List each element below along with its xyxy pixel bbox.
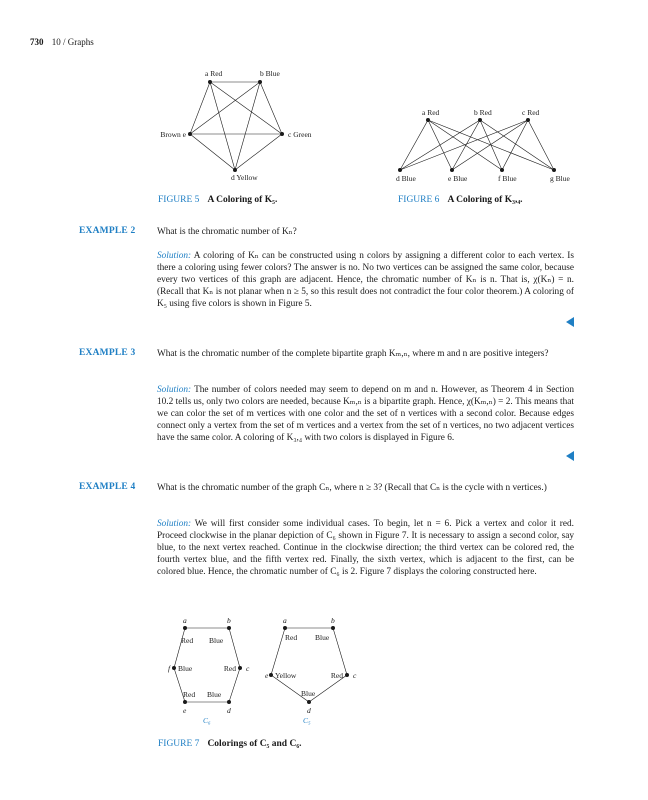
figure5-graph [150, 68, 330, 190]
figure7-c6-name-d: d [227, 706, 231, 715]
figure7-c6-vertex-b [227, 626, 231, 630]
example4-label: EXAMPLE 4 [79, 482, 136, 492]
figure6-vertex-g [552, 168, 556, 172]
figure7-c5-name-e: e [265, 671, 269, 680]
example3-end-marker [566, 451, 574, 461]
figure7-c6-color-b: Blue [209, 636, 224, 645]
figure7-c5-color-d: Blue [301, 689, 316, 698]
example4-question: What is the chromatic number of the graph Cₙ, where n ≥ 3? (Recall that Cₙ is the cycle with n vertices.) [157, 483, 547, 493]
figure7-c5-vertex-a [283, 626, 287, 630]
figure7-c5-vertex-c [345, 673, 349, 677]
figure6-label-f: f Blue [498, 174, 517, 183]
example4-solution-label: Solution: [157, 519, 192, 529]
figure6-caption-label: FIGURE 6 [398, 195, 440, 205]
figure5-vertex-a [208, 80, 212, 84]
figure7-c6-color-c: Red [223, 664, 236, 673]
figure5-vertex-e [188, 132, 192, 136]
figure7-caption-title: Colorings of C₅ and C₆. [207, 739, 302, 749]
example3-question: What is the chromatic number of the complete bipartite graph Kₘ,ₙ, where m and n are positive integers? [157, 349, 549, 359]
figure7-c6-title: C₆ [203, 716, 211, 725]
figure5-label-c: c Green [288, 130, 312, 139]
example3-solution-label: Solution: [157, 385, 192, 395]
figure6-vertex-e [450, 168, 454, 172]
figure7-c5-name-b: b [331, 616, 335, 625]
figure6-graph [390, 108, 580, 190]
running-header [30, 37, 94, 47]
figure7-c6-vertex-a [183, 626, 187, 630]
example4-solution-text: We will first consider some individual cases. To begin, let n = 6. Pick a vertex and color it red. Proceed clockwise in the planar depiction of C₆ shown in Figure 7. It is necessary to assign a second color, say blue, to the next vertex reached. Continue in the clockwise direction; the third vertex can be colored red, the fourth vertex blue, and the fifth vertex red. Finally, the sixth vertex, which is adjacent to the first, can be colored blue. Hence, the chromatic number of C₆ is 2. Figure 7 displays the coloring constructed here. [157, 519, 575, 577]
figure7-c6-vertex-d [227, 700, 231, 704]
example3-solution-text: The number of colors needed may seem to depend on m and n. However, as Theorem 4 in Section 10.2 tells us, only two colors are needed, because Kₘ,ₙ is a bipartite graph. Hence, χ(Kₘ,ₙ) = 2. This means that we can color the set of m vertices with one color and the set of n vertices with a second color. Because edges connect only a vertex from the set of m vertices and a vertex from the set of n vertices, no two adjacent vertices have the same color. A coloring of K₃,₄ with two colors is displayed in Figure 6. [157, 385, 575, 443]
figure7-c6-vertex-c [238, 666, 242, 670]
figure6-vertex-c [526, 118, 530, 122]
example3-label: EXAMPLE 3 [79, 348, 136, 358]
figure7-c5-name-c: c [353, 671, 357, 680]
figure6-label-c: c Red [522, 108, 540, 117]
figure7-c5-color-e: Yellow [275, 671, 297, 680]
figure6-vertex-f [500, 168, 504, 172]
figure6-caption-title: A Coloring of K₃,₄. [447, 195, 523, 205]
figure6-vertex-b [478, 118, 482, 122]
figure6-edges [400, 120, 554, 170]
figure7-c6-name-b: b [227, 616, 231, 625]
figure5-caption [158, 195, 277, 205]
example4-solution [157, 518, 574, 578]
figure5-vertex-c [280, 132, 284, 136]
figure5-vertex-b [258, 80, 262, 84]
example3-solution [157, 384, 574, 444]
figure7-caption-label: FIGURE 7 [158, 739, 200, 749]
figure7-c6-color-f: Blue [178, 664, 193, 673]
figure5-caption-label: FIGURE 5 [158, 195, 200, 205]
figure6-label-b: b Red [474, 108, 492, 117]
figure7-c6-name-c: c [246, 664, 250, 673]
figure5-label-a: a Red [205, 69, 223, 78]
figure7-c5-color-a: Red [285, 633, 298, 642]
figure5-vertex-d [233, 168, 237, 172]
figure6-label-d: d Blue [396, 174, 416, 183]
figure5-label-e: Brown e [160, 130, 186, 139]
figure7-c6-name-a: a [183, 616, 187, 625]
figure7-c5-vertex-e [269, 673, 273, 677]
figure6-label-e: e Blue [448, 174, 468, 183]
figure6-label-a: a Red [422, 108, 440, 117]
page-number: 730 [30, 37, 44, 47]
figure7-c5-color-b: Blue [315, 633, 330, 642]
figure7-c5-title: C₅ [303, 716, 311, 725]
figure7-c5-vertex-b [331, 626, 335, 630]
figure5-label-d: d Yellow [231, 173, 258, 182]
figure7-c5-name-a: a [283, 616, 287, 625]
figure7-c6-name-f: f [168, 664, 171, 673]
figure7-c6-vertex-e [183, 700, 187, 704]
figure7-c6-color-a: Red [181, 636, 194, 645]
figure7-c6-vertex-f [172, 666, 176, 670]
figure6-vertex-d [398, 168, 402, 172]
figure6-label-g: g Blue [550, 174, 570, 183]
figure7-caption [158, 739, 302, 749]
example2-end-marker [566, 317, 574, 327]
figure7-c6-color-e: Red [183, 690, 196, 699]
figure6-vertex-a [426, 118, 430, 122]
figure6-caption [398, 195, 523, 205]
figure5-caption-title: A Coloring of K₅. [207, 195, 278, 205]
figure7-c6-color-d: Blue [207, 690, 222, 699]
figure7-c6-name-e: e [183, 706, 187, 715]
figure7-c5-vertex-d [307, 700, 311, 704]
figure7-c5-color-c: Red [330, 671, 343, 680]
figure5-edges [190, 82, 282, 170]
example2-solution [157, 250, 574, 310]
example2-solution-text: A coloring of Kₙ can be constructed using n colors by assigning a different color to each vertex. Is there a coloring using fewer colors? The answer is no. No two vertices can be assigned the same color, because every two vertices of this graph are adjacent. Hence, the chromatic number of Kₙ is n. That is, χ(Kₙ) = n. (Recall that Kₙ is not planar when n ≥ 5, so this result does not contradict the four color theorem.) A coloring of K₅ using five colors is shown in Figure 5. [157, 251, 574, 309]
example2-question: What is the chromatic number of Kₙ? [157, 227, 297, 237]
figure7-c5-name-d: d [307, 706, 311, 715]
figure7-c5-graph [255, 616, 385, 726]
example2-label: EXAMPLE 2 [79, 226, 136, 236]
running-title: 10 / Graphs [51, 37, 94, 47]
example2-solution-label: Solution: [157, 251, 192, 261]
figure5-label-b: b Blue [260, 69, 280, 78]
